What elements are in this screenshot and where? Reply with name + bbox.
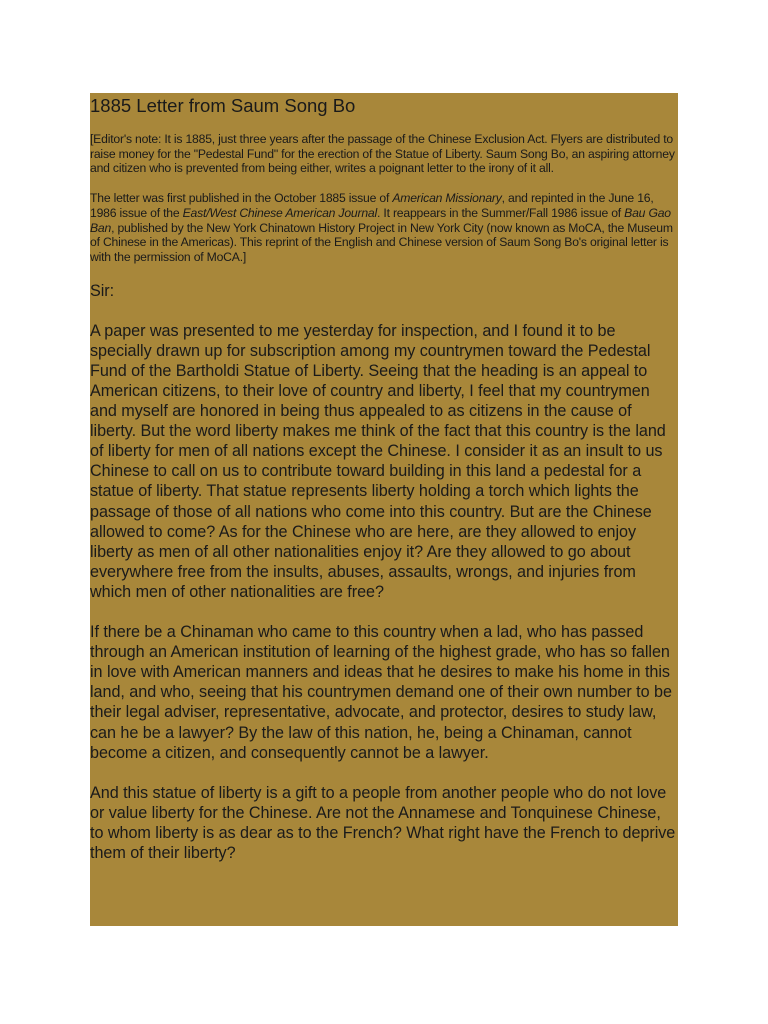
publication-note-text: The letter was first published in the October 1885 issue of xyxy=(90,191,393,206)
editor-note-paragraph: [Editor's note: It is 1885, just three years after the passage of the Chinese Exclusion Act. Flyers are distributed to raise money for the "Pedestal Fund" for the erection of the Statue of Liberty. Saum Song Bo, an aspiring attorney and citizen who is prevented from being either, writes a poignant letter to the irony of it all. xyxy=(90,132,675,176)
letter-salutation: Sir: xyxy=(90,281,115,300)
publication-title-american-missionary: American Missionary xyxy=(392,191,502,206)
letter-paragraph: If there be a Chinaman who came to this country when a lad, who has passed through an American institution of learning of the highest grade, who has so fallen in love with American manners and ideas that he desires to make his home in this land, and who, seeing that his countrymen demand one of their own number to be their legal adviser, representative, advocate, and protector, desires to study law, can he be a lawyer? By the law of this nation, he, being a Chinaman, cannot become a citizen, and consequently cannot be a lawyer. xyxy=(90,623,672,762)
publication-note-paragraph xyxy=(90,191,678,265)
publication-note-text: . It reappears in the Summer/Fall 1986 issue of xyxy=(377,205,625,220)
publication-note-text: , and repinted in the June 16, 1986 issue of the xyxy=(90,191,654,220)
letter-paragraph: And this statue of liberty is a gift to a people from another people who do not love or value liberty for the Chinese. Are not the Annamese and Tonquinese Chinese, to whom liberty is as dear as to the French? What right have the French to deprive them of their liberty? xyxy=(90,783,676,862)
publication-note-text: , published by the New York Chinatown History Project in New York City (now known as MoCA, the Museum of Chinese in the Americas). This reprint of the English and Chinese version of Saum Song Bo's original letter is with the permission of MoCA.] xyxy=(90,220,673,264)
document-title: 1885 Letter from Saum Song Bo xyxy=(90,95,356,116)
letter-paragraph: A paper was presented to me yesterday for inspection, and I found it to be specially drawn up for subscription among my countrymen toward the Pedestal Fund of the Bartholdi Statue of Liberty. Seeing that the heading is an appeal to American citizens, to their love of country and liberty, I feel that my countrymen and myself are honored in being thus appealed to as citizens in the cause of liberty. But the word liberty makes me think of the fact that this country is the land of liberty for men of all nations except the Chinese. I consider it as an insult to us Chinese to call on us to contribute toward building in this land a pedestal for a statue of liberty. That statue represents liberty holding a torch which lights the passage of those of all nations who come into this country. But are the Chinese allowed to come? As for the Chinese who are here, are they allowed to enjoy liberty as men of all other nationalities enjoy it? Are they allowed to go about everywhere free from the insults, abuses, assaults, wrongs, and injuries from which men of other nationalities are free? xyxy=(90,321,666,601)
publication-title-bau-gao-ban: Bau Gao Ban xyxy=(90,205,671,235)
document-page-block xyxy=(90,93,678,926)
publication-title-east-west-journal: East/West Chinese American Journal xyxy=(182,205,378,220)
